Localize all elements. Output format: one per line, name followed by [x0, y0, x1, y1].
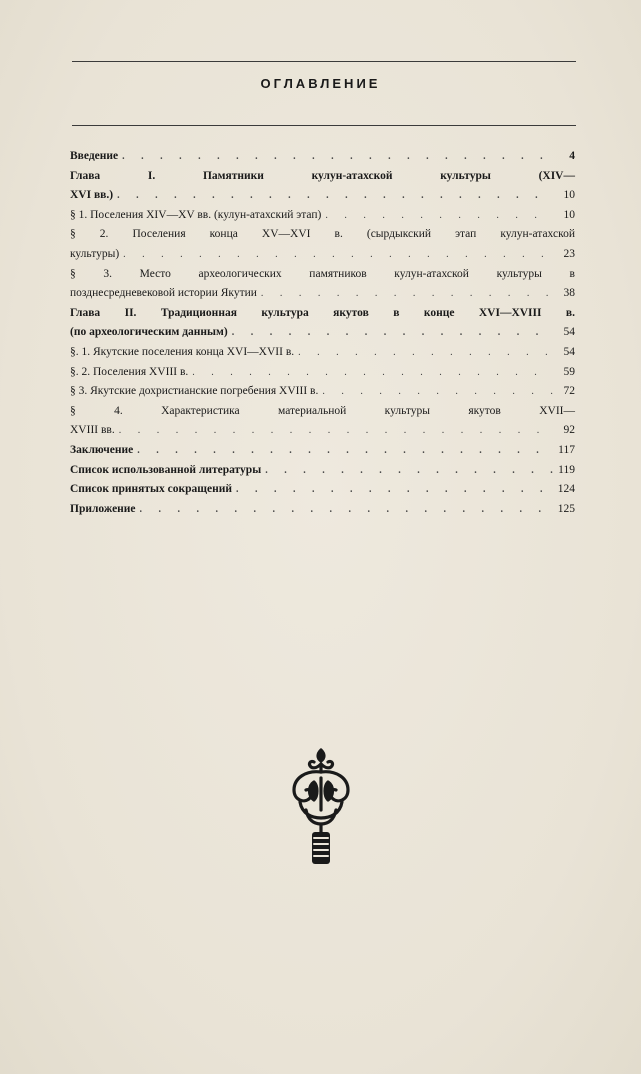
toc-entry-label: Приложение: [70, 502, 136, 515]
dot-leader: [137, 441, 553, 461]
page-title: ОГЛАВЛЕНИЕ: [260, 76, 381, 91]
toc-entry-section-1-2-continuation[interactable]: [70, 245, 575, 265]
toc-entry-section-2-4[interactable]: [70, 402, 575, 422]
toc-page-number: 54: [563, 345, 575, 358]
toc-page-number: 59: [563, 365, 575, 378]
toc-page-number: 124: [557, 483, 575, 496]
dot-leader: [123, 245, 553, 265]
toc-entry-label: § 1. Поселения XIV—XV вв. (кулун-атахский этап): [70, 208, 322, 221]
dot-leader: [265, 461, 553, 481]
dot-leader: [122, 147, 553, 167]
title-rule: [72, 125, 576, 126]
toc-entry-section-1-1[interactable]: [70, 206, 575, 226]
top-rule: [72, 61, 576, 62]
toc-entry-section-2-1[interactable]: [70, 343, 575, 363]
toc-entry-label: Глава II. Традиционная культура якутов в конце XVI—XVIII в.: [70, 306, 575, 319]
toc-entry-section-1-2[interactable]: [70, 225, 575, 245]
toc-entry-label: Введение: [70, 150, 119, 162]
toc-entry-label: § 4. Характеристика материальной культуры якутов XVII—: [70, 404, 575, 417]
toc-entry-label: Список принятых сокращений: [70, 483, 232, 496]
toc-page-number: 117: [558, 443, 575, 456]
dot-leader: [140, 500, 553, 520]
dot-leader: [261, 284, 553, 304]
toc-page-number: 125: [557, 502, 575, 515]
toc-entry-section-1-3[interactable]: [70, 265, 575, 285]
toc-entry-label: Глава I. Памятники кулун-атахской культуры (XIV—: [70, 169, 575, 182]
toc-entry-section-2-2[interactable]: [70, 363, 575, 383]
toc-page-number: 119: [558, 463, 575, 476]
toc-entry-label: §. 2. Поселения XVIII в.: [70, 365, 189, 378]
toc-entry-label: культуры): [70, 247, 120, 260]
toc-chapter-1-heading[interactable]: [70, 167, 575, 187]
toc-chapter-2-continuation[interactable]: [70, 323, 575, 343]
toc-page-number: 23: [563, 247, 575, 260]
dot-leader: [232, 323, 553, 343]
toc-entry-label: позднесредневековой истории Якутии: [70, 287, 257, 300]
toc-entry-prilozhenie[interactable]: [70, 500, 575, 520]
toc-page-number: 10: [563, 208, 575, 221]
toc-entry-label: § 2. Поселения конца XV—XVI в. (сырдыкский этап кулун-атахской: [70, 228, 575, 241]
dot-leader: [322, 382, 553, 402]
toc-entry-label: Список использованной литературы: [70, 463, 262, 476]
dot-leader: [119, 421, 553, 441]
dot-leader: [117, 186, 553, 206]
dot-leader: [325, 206, 553, 226]
table-of-contents: [70, 147, 575, 519]
toc-page-number: 54: [563, 326, 575, 339]
toc-entry-label: (по археологическим данным): [70, 326, 228, 339]
toc-entry-label: § 3. Якутские дохристианские погребения XVIII в.: [70, 385, 319, 398]
toc-entry-label: Заключение: [70, 443, 134, 456]
toc-page-number: 72: [563, 385, 575, 398]
toc-page-number: 92: [563, 424, 575, 437]
toc-entry-label: §. 1. Якутские поселения конца XVI—XVII в.: [70, 345, 295, 358]
toc-entry-zaklyuchenie[interactable]: [70, 441, 575, 461]
toc-entry-sokrashcheniya[interactable]: [70, 480, 575, 500]
toc-page-number: 10: [563, 189, 575, 202]
toc-entry-label: XVIII вв.: [70, 424, 115, 437]
toc-entry-section-2-3[interactable]: [70, 382, 575, 402]
toc-chapter-2-heading[interactable]: [70, 304, 575, 324]
dot-leader: [236, 480, 553, 500]
toc-chapter-1-continuation[interactable]: [70, 186, 575, 206]
toc-entry-section-2-4-continuation[interactable]: [70, 421, 575, 441]
toc-entry-section-1-3-continuation[interactable]: [70, 284, 575, 304]
decorative-vignette-icon: [284, 748, 358, 868]
toc-page-number: 38: [563, 287, 575, 300]
toc-entry-literatura[interactable]: [70, 461, 575, 481]
toc-entry-label: § 3. Место археологических памятников кулун-атахской культуры в: [70, 267, 575, 280]
toc-entry-label: XVI вв.): [70, 189, 114, 202]
dot-leader: [298, 343, 553, 363]
toc-entry-vvedenie[interactable]: [70, 147, 575, 167]
dot-leader: [192, 363, 553, 383]
toc-page-number: 4: [569, 150, 575, 162]
